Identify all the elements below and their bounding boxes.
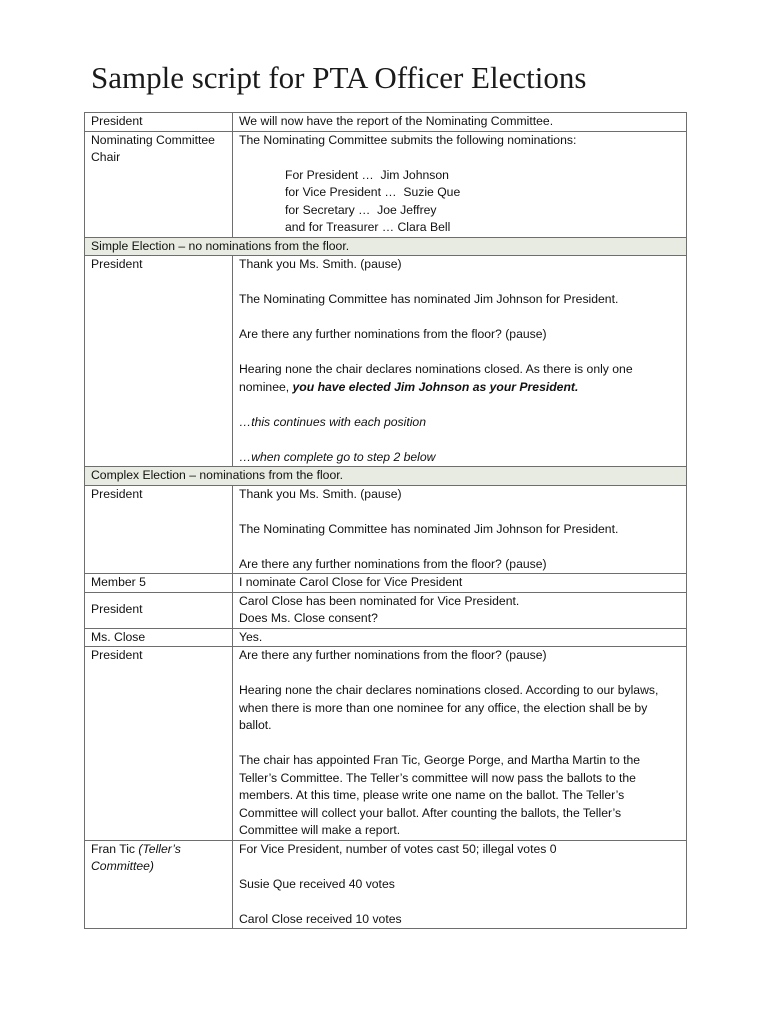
script-cell (233, 131, 687, 237)
speaker-cell: Member 5 (85, 574, 233, 593)
election-script-table (84, 112, 687, 929)
script-cell: I nominate Carol Close for Vice President (233, 574, 687, 593)
script-line: Committee will collect your ballot. After counting the ballots, the Teller’s (239, 805, 622, 820)
script-line: Are there any further nominations from the floor? (pause) (239, 327, 547, 341)
table-row (85, 113, 687, 132)
table-row (85, 131, 687, 237)
nomination-line: for Secretary … Joe Jeffrey (285, 202, 437, 217)
section-heading-row (85, 467, 687, 486)
section-heading-row (85, 237, 687, 256)
script-line: The Nominating Committee has nominated Jim Johnson for President. (239, 292, 619, 306)
speaker-note: (Teller’s Committee) (91, 841, 181, 873)
nomination-line: and for Treasurer … Clara Bell (285, 220, 451, 234)
speaker-cell: President (85, 113, 233, 132)
script-line (239, 379, 680, 397)
speaker-cell: President (85, 647, 233, 841)
table-row (85, 840, 687, 929)
script-line: Carol Close has been nominated for Vice President. (239, 593, 520, 608)
script-line: Carol Close received 10 votes (239, 911, 402, 926)
script-text: nominee, (239, 379, 293, 394)
table-row (85, 574, 687, 593)
page-title: Sample script for PTA Officer Elections (91, 60, 587, 95)
script-line: ballot. (239, 718, 272, 732)
script-line: For Vice President, number of votes cast 50; illegal votes 0 (239, 841, 557, 856)
speaker-cell: Nominating Committee Chair (85, 131, 233, 237)
script-line: …this continues with each position (239, 414, 426, 429)
script-line: Teller’s Committee. The Teller’s committee will now pass the ballots to the (239, 770, 636, 785)
speaker-cell (85, 840, 233, 929)
nomination-line: For President … Jim Johnson (285, 167, 449, 182)
script-line: Susie Que received 40 votes (239, 876, 395, 891)
script-cell: Yes. (233, 628, 687, 647)
script-line: …when complete go to step 2 below (239, 449, 436, 464)
speaker-cell: Ms. Close (85, 628, 233, 647)
script-cell (233, 256, 687, 467)
script-line: Does Ms. Close consent? (239, 611, 378, 625)
script-line: when there is more than one nominee for any office, the election shall be by (239, 700, 648, 715)
script-line: Are there any further nominations from the floor? (pause) (239, 648, 547, 662)
script-line: The chair has appointed Fran Tic, George Porge, and Martha Martin to the (239, 753, 641, 767)
script-line: Committee will make a report. (239, 823, 401, 837)
script-line: Thank you Ms. Smith. (pause) (239, 257, 402, 271)
script-cell (233, 647, 687, 841)
emphasis-text: you have elected Jim Johnson as your President. (292, 379, 579, 394)
script-line: Hearing none the chair declares nominations closed. According to our bylaws, (239, 683, 659, 697)
script-line: Are there any further nominations from the floor? (pause) (239, 556, 547, 571)
script-cell: We will now have the report of the Nominating Committee. (233, 113, 687, 132)
script-line: Thank you Ms. Smith. (pause) (239, 486, 402, 501)
script-line: The Nominating Committee submits the following nominations: (239, 132, 577, 147)
speaker-cell: President (85, 592, 233, 628)
script-cell (233, 592, 687, 628)
section-heading: Complex Election – nominations from the floor. (85, 467, 687, 486)
speaker-cell: President (85, 256, 233, 467)
script-line: members. At this time, please write one name on the ballot. The Teller’s (239, 788, 625, 802)
nomination-line: for Vice President … Suzie Que (285, 185, 461, 199)
table-row (85, 647, 687, 841)
script-line: The Nominating Committee has nominated Jim Johnson for President. (239, 521, 619, 536)
table-row (85, 485, 687, 574)
speaker-name: Fran Tic (91, 841, 139, 856)
script-cell (233, 840, 687, 929)
table-row (85, 628, 687, 647)
table-row (85, 592, 687, 628)
speaker-cell: President (85, 485, 233, 574)
script-cell (233, 485, 687, 574)
script-line: Hearing none the chair declares nominations closed. As there is only one (239, 362, 633, 376)
table-row (85, 256, 687, 467)
section-heading: Simple Election – no nominations from the floor. (85, 237, 687, 256)
